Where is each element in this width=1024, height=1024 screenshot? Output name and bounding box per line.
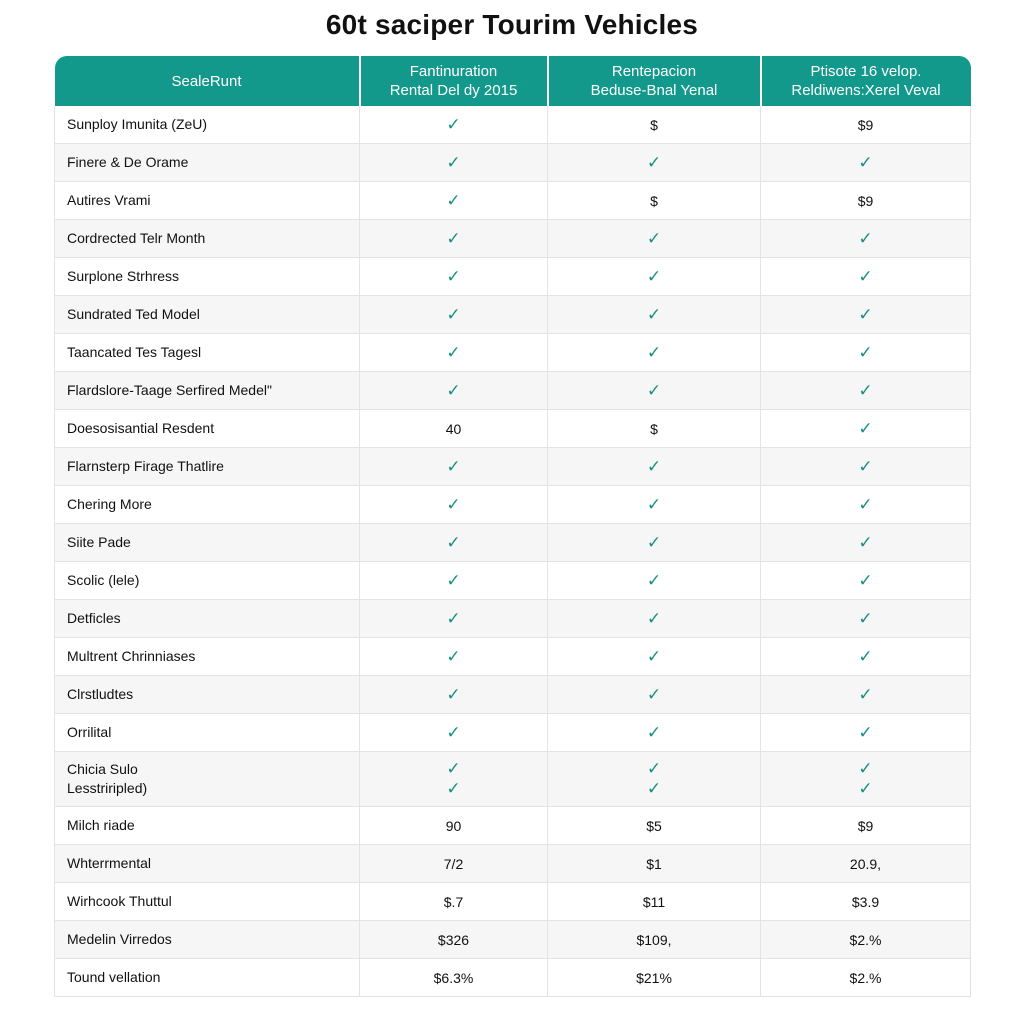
feature-name-cell: [55, 807, 360, 845]
cell-value: $11: [642, 893, 666, 910]
included-cell: [761, 486, 971, 524]
checkmark-icon: ✓: [646, 684, 662, 705]
checkmark-icon: ✓: [646, 722, 662, 743]
value-cell: [548, 845, 761, 883]
checkmark-icon: ✓: [646, 304, 662, 325]
included-cell: [360, 486, 548, 524]
comparison-table: [54, 56, 971, 997]
included-cell: [761, 296, 971, 334]
included-cell: [360, 638, 548, 676]
value-cell: [761, 807, 971, 845]
checkmark-icon: ✓: [446, 228, 461, 249]
table-row: [55, 220, 971, 258]
checkmark-group: [548, 533, 760, 553]
value-cell: [360, 845, 548, 883]
checkmark-icon: ✓: [446, 570, 461, 591]
feature-name-cell: [55, 752, 360, 807]
checkmark-group: [548, 229, 760, 249]
feature-name-cell: [55, 182, 360, 220]
cell-value: $6.3%: [433, 969, 474, 986]
included-cell: [360, 258, 548, 296]
included-cell: [761, 410, 971, 448]
feature-name-cell: [55, 410, 360, 448]
included-cell: [360, 372, 548, 410]
checkmark-icon: ✓: [858, 646, 873, 667]
column-header-line: Rentepacion: [611, 63, 697, 80]
checkmark-group: [548, 609, 760, 629]
included-cell: [360, 448, 548, 486]
feature-name-cell: [55, 220, 360, 258]
cell-value: $3.9: [851, 893, 880, 910]
value-cell: [548, 959, 761, 997]
value-cell: [360, 921, 548, 959]
feature-name: Tound vellation: [67, 969, 161, 985]
table-header-row: [55, 56, 971, 106]
included-cell: [360, 296, 548, 334]
cell-value: $2.%: [849, 931, 882, 948]
table-row: [55, 807, 971, 845]
table-row: [55, 562, 971, 600]
checkmark-group: [761, 609, 970, 629]
cell-value: $: [650, 420, 658, 437]
checkmark-group: [548, 305, 760, 325]
feature-name: Sundrated Ted Model: [67, 306, 200, 322]
included-cell: [360, 334, 548, 372]
checkmark-icon: ✓: [646, 152, 662, 173]
checkmark-icon: ✓: [646, 646, 662, 667]
feature-name-cell: [55, 714, 360, 752]
feature-name-cell: [55, 524, 360, 562]
cell-value: $326: [437, 931, 470, 948]
included-cell: [761, 372, 971, 410]
included-cell: [761, 752, 971, 807]
table-row: [55, 410, 971, 448]
included-cell: [360, 714, 548, 752]
checkmark-icon: ✓: [858, 152, 873, 173]
value-cell: [548, 106, 761, 144]
included-cell: [548, 600, 761, 638]
checkmark-group: [360, 759, 547, 799]
included-cell: [761, 676, 971, 714]
checkmark-group: [548, 381, 760, 401]
cell-value: $: [650, 192, 658, 209]
included-cell: [761, 258, 971, 296]
checkmark-icon: ✓: [446, 759, 461, 779]
feature-name: Chicia Sulo: [67, 761, 138, 777]
checkmark-icon: ✓: [646, 266, 662, 287]
table-row: [55, 258, 971, 296]
checkmark-icon: ✓: [858, 779, 873, 799]
feature-name-cell: [55, 334, 360, 372]
checkmark-group: [360, 609, 547, 629]
included-cell: [548, 220, 761, 258]
checkmark-icon: ✓: [446, 152, 461, 173]
checkmark-icon: ✓: [646, 570, 662, 591]
included-cell: [761, 562, 971, 600]
table-row: [55, 448, 971, 486]
value-cell: [761, 959, 971, 997]
checkmark-group: [360, 115, 547, 135]
column-header-line: Reldiwens:Xerel Veval: [791, 82, 941, 99]
table-row: [55, 600, 971, 638]
table-row: [55, 296, 971, 334]
value-cell: [548, 410, 761, 448]
checkmark-icon: ✓: [446, 646, 461, 667]
checkmark-group: [548, 343, 760, 363]
included-cell: [548, 372, 761, 410]
value-cell: [360, 883, 548, 921]
cell-value: $9: [857, 116, 874, 133]
table-row: [55, 638, 971, 676]
checkmark-icon: ✓: [858, 759, 873, 779]
checkmark-group: [761, 685, 970, 705]
feature-name-cell: [55, 883, 360, 921]
cell-value: $: [650, 116, 658, 133]
checkmark-group: [761, 495, 970, 515]
included-cell: [761, 714, 971, 752]
checkmark-icon: ✓: [646, 494, 662, 515]
checkmark-icon: ✓: [858, 684, 873, 705]
checkmark-group: [360, 267, 547, 287]
feature-name: Flarnsterp Firage Thatlire: [67, 458, 224, 474]
checkmark-icon: ✓: [858, 342, 873, 363]
table-row: [55, 752, 971, 807]
included-cell: [548, 676, 761, 714]
checkmark-group: [360, 495, 547, 515]
checkmark-group: [761, 229, 970, 249]
checkmark-group: [360, 571, 547, 591]
checkmark-icon: ✓: [646, 608, 662, 629]
feature-name: Doesosisantial Resdent: [67, 420, 215, 436]
feature-name: Autires Vrami: [67, 192, 151, 208]
checkmark-icon: ✓: [646, 456, 662, 477]
included-cell: [360, 182, 548, 220]
checkmark-group: [761, 343, 970, 363]
cell-value: $1: [646, 855, 662, 872]
checkmark-icon: ✓: [858, 418, 873, 439]
column-header-plan-2: [548, 56, 761, 106]
checkmark-group: [761, 419, 970, 439]
checkmark-group: [360, 229, 547, 249]
value-cell: [761, 883, 971, 921]
included-cell: [360, 524, 548, 562]
checkmark-icon: ✓: [446, 114, 461, 135]
cell-value: $.7: [443, 893, 464, 910]
included-cell: [548, 258, 761, 296]
feature-name: Siite Pade: [67, 534, 131, 550]
checkmark-group: [761, 457, 970, 477]
checkmark-icon: ✓: [646, 779, 662, 799]
included-cell: [548, 486, 761, 524]
comparison-table-container: [54, 56, 970, 997]
checkmark-icon: ✓: [446, 532, 461, 553]
checkmark-icon: ✓: [446, 684, 461, 705]
checkmark-icon: ✓: [858, 228, 873, 249]
checkmark-group: [761, 267, 970, 287]
feature-name-cell: [55, 959, 360, 997]
value-cell: [360, 807, 548, 845]
cell-value: 7/2: [443, 855, 464, 872]
checkmark-group: [360, 153, 547, 173]
feature-name: Detficles: [67, 610, 121, 626]
checkmark-icon: ✓: [858, 608, 873, 629]
table-row: [55, 714, 971, 752]
feature-name-cell: [55, 638, 360, 676]
page-title: 60t saciper Tourim Vehicles: [325, 9, 699, 40]
checkmark-group: [761, 647, 970, 667]
checkmark-icon: ✓: [858, 266, 873, 287]
feature-name-cell: [55, 372, 360, 410]
checkmark-group: [761, 381, 970, 401]
feature-name: Taancated Tes Tagesl: [67, 344, 202, 360]
checkmark-icon: ✓: [446, 342, 461, 363]
included-cell: [548, 334, 761, 372]
value-cell: [761, 845, 971, 883]
table-row: [55, 182, 971, 220]
cell-value: 20.9,: [849, 855, 882, 872]
value-cell: [548, 921, 761, 959]
column-header-line: Rental Del dy 2015: [389, 82, 518, 99]
feature-name: Orrilital: [67, 724, 112, 740]
checkmark-icon: ✓: [858, 570, 873, 591]
value-cell: [761, 182, 971, 220]
feature-name: Lesstriripled): [67, 780, 148, 796]
value-cell: [761, 921, 971, 959]
checkmark-icon: ✓: [858, 456, 873, 477]
checkmark-icon: ✓: [858, 304, 873, 325]
checkmark-icon: ✓: [646, 228, 662, 249]
feature-name: Flardslore-Taage Serfired Medel": [67, 382, 272, 398]
included-cell: [360, 676, 548, 714]
included-cell: [548, 714, 761, 752]
included-cell: [360, 220, 548, 258]
column-header-line: SealeRunt: [171, 72, 242, 90]
checkmark-icon: ✓: [446, 456, 461, 477]
value-cell: [360, 410, 548, 448]
checkmark-group: [360, 191, 547, 211]
value-cell: [360, 959, 548, 997]
checkmark-group: [548, 457, 760, 477]
feature-name-cell: [55, 600, 360, 638]
checkmark-icon: ✓: [446, 779, 461, 799]
included-cell: [548, 296, 761, 334]
feature-name-cell: [55, 486, 360, 524]
checkmark-group: [548, 685, 760, 705]
checkmark-icon: ✓: [446, 608, 461, 629]
included-cell: [548, 752, 761, 807]
checkmark-group: [548, 759, 760, 799]
feature-name-cell: [55, 448, 360, 486]
cell-value: $2.%: [849, 969, 882, 986]
included-cell: [548, 524, 761, 562]
included-cell: [761, 144, 971, 182]
checkmark-icon: ✓: [646, 342, 662, 363]
feature-name-cell: [55, 676, 360, 714]
checkmark-icon: ✓: [858, 380, 873, 401]
checkmark-group: [360, 533, 547, 553]
feature-name: Whterrmental: [67, 855, 152, 871]
cell-value: 90: [445, 817, 462, 834]
feature-name-cell: [55, 144, 360, 182]
feature-name: Clrstludtes: [67, 686, 134, 702]
value-cell: [548, 807, 761, 845]
value-cell: [761, 106, 971, 144]
feature-name: Scolic (lele): [67, 572, 140, 588]
checkmark-group: [761, 153, 970, 173]
feature-name-cell: [55, 562, 360, 600]
checkmark-group: [360, 343, 547, 363]
table-body: [55, 106, 971, 997]
checkmark-icon: ✓: [858, 494, 873, 515]
feature-name: Chering More: [67, 496, 152, 512]
checkmark-group: [548, 495, 760, 515]
value-cell: [548, 182, 761, 220]
column-header-plan-3: [761, 56, 971, 106]
value-cell: [548, 883, 761, 921]
included-cell: [761, 448, 971, 486]
included-cell: [761, 220, 971, 258]
checkmark-group: [360, 723, 547, 743]
column-header-line: Ptisote 16 velop.: [810, 63, 922, 80]
checkmark-group: [360, 457, 547, 477]
included-cell: [360, 752, 548, 807]
checkmark-icon: ✓: [646, 532, 662, 553]
table-row: [55, 676, 971, 714]
cell-value: $21%: [636, 969, 672, 986]
checkmark-group: [761, 305, 970, 325]
table-row: [55, 524, 971, 562]
table-row: [55, 921, 971, 959]
included-cell: [360, 562, 548, 600]
table-row: [55, 334, 971, 372]
feature-name: Sunploy Imunita (ZeU): [67, 116, 208, 132]
included-cell: [548, 638, 761, 676]
checkmark-icon: ✓: [446, 722, 461, 743]
included-cell: [360, 144, 548, 182]
column-header-plan-1: [360, 56, 548, 106]
table-row: [55, 106, 971, 144]
cell-value: $109,: [636, 931, 672, 948]
cell-value: $9: [857, 192, 874, 209]
included-cell: [761, 600, 971, 638]
feature-name: Finere & De Orame: [67, 154, 189, 170]
checkmark-group: [360, 647, 547, 667]
included-cell: [360, 600, 548, 638]
cell-value: $9: [857, 817, 874, 834]
checkmark-group: [548, 723, 760, 743]
checkmark-icon: ✓: [858, 722, 873, 743]
included-cell: [548, 562, 761, 600]
column-header-line: Fantinuration: [409, 63, 498, 80]
feature-name: Surplone Strhress: [67, 268, 180, 284]
checkmark-group: [761, 571, 970, 591]
checkmark-icon: ✓: [446, 190, 461, 211]
included-cell: [761, 638, 971, 676]
checkmark-icon: ✓: [446, 494, 461, 515]
table-row: [55, 144, 971, 182]
checkmark-icon: ✓: [446, 266, 461, 287]
feature-name: Cordrected Telr Month: [67, 230, 206, 246]
checkmark-group: [761, 533, 970, 553]
feature-name: Multrent Chrinniases: [67, 648, 196, 664]
included-cell: [761, 524, 971, 562]
checkmark-group: [360, 381, 547, 401]
included-cell: [761, 334, 971, 372]
feature-name-cell: [55, 106, 360, 144]
feature-name-cell: [55, 845, 360, 883]
checkmark-icon: ✓: [646, 380, 662, 401]
checkmark-icon: ✓: [446, 380, 461, 401]
checkmark-group: [548, 267, 760, 287]
checkmark-icon: ✓: [858, 532, 873, 553]
feature-name: Wirhcook Thuttul: [67, 893, 172, 909]
checkmark-icon: ✓: [446, 304, 461, 325]
checkmark-group: [548, 153, 760, 173]
checkmark-group: [548, 647, 760, 667]
included-cell: [548, 144, 761, 182]
table-row: [55, 845, 971, 883]
checkmark-group: [761, 723, 970, 743]
checkmark-group: [761, 759, 970, 799]
feature-name-cell: [55, 921, 360, 959]
checkmark-group: [360, 685, 547, 705]
table-row: [55, 486, 971, 524]
included-cell: [360, 106, 548, 144]
table-row: [55, 883, 971, 921]
feature-name: Milch riade: [67, 817, 135, 833]
feature-name-cell: [55, 296, 360, 334]
feature-name: Medelin Virredos: [67, 931, 172, 947]
included-cell: [548, 448, 761, 486]
cell-value: 40: [445, 420, 462, 437]
checkmark-group: [548, 571, 760, 591]
table-row: [55, 959, 971, 997]
table-row: [55, 372, 971, 410]
column-header-line: Beduse-Bnal Yenal: [590, 82, 718, 99]
checkmark-icon: ✓: [646, 759, 662, 779]
cell-value: $5: [646, 817, 662, 834]
feature-name-cell: [55, 258, 360, 296]
column-header-feature: [55, 56, 360, 106]
checkmark-group: [360, 305, 547, 325]
